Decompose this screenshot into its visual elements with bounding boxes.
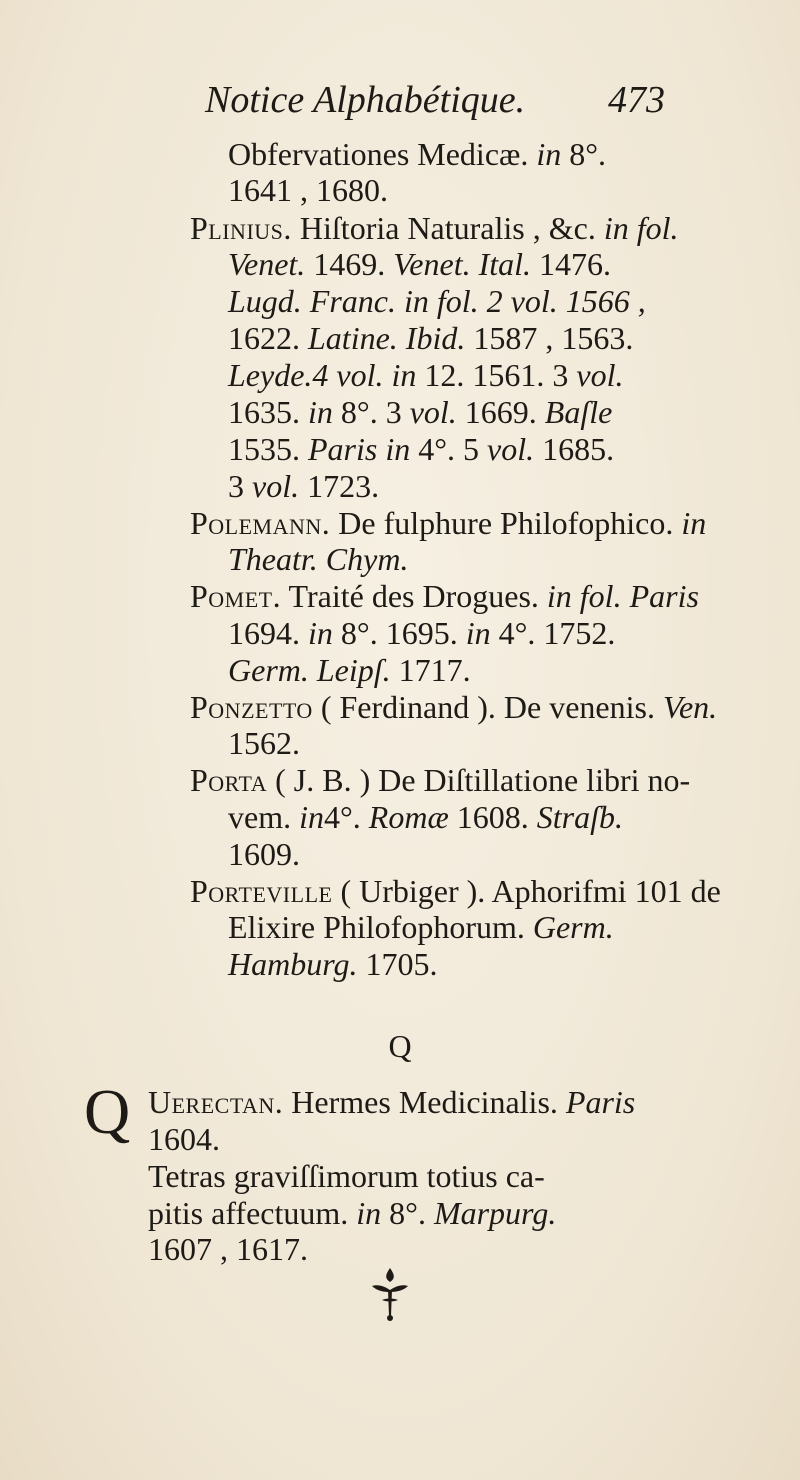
entry-porteville: Porteville ( Urbiger ). Aphorifmi 101 de <box>190 873 721 909</box>
entry-line: pitis affectuum. in 8°. Marpurg. <box>148 1195 557 1231</box>
entry-line: Tetras graviſſimorum totius ca- <box>148 1158 545 1194</box>
entry-line: Venet. 1469. Venet. Ital. 1476. <box>228 246 612 282</box>
entry-line: Obfervationes Medicæ. in 8°. <box>228 136 607 172</box>
entry-line: 1562. <box>228 725 300 761</box>
entry-line: Theatr. Chym. <box>228 541 409 577</box>
entry-line: 1609. <box>228 836 300 872</box>
entry-line: 1694. in 8°. 1695. in 4°. 1752. <box>228 615 616 651</box>
entry-line: 1635. in 8°. 3 vol. 1669. Baſle <box>228 394 613 430</box>
entry-line: 1622. Latine. Ibid. 1587 , 1563. <box>228 320 634 356</box>
entry-line: Hamburg. 1705. <box>228 946 438 982</box>
entry-name: Uerectan. <box>148 1084 284 1120</box>
entry-pomet: Pomet. Traité des Drogues. in fol. Paris <box>190 578 699 614</box>
page-header <box>205 78 665 138</box>
entry-line: 1607 , 1617. <box>148 1231 308 1267</box>
entry-name: Polemann. <box>190 505 331 541</box>
section-heading: Q <box>388 1028 412 1064</box>
entry-porta: Porta ( J. B. ) De Diſtillatione libri no- <box>190 762 691 798</box>
entry-line: 1641 , 1680. <box>228 172 388 208</box>
entry-line: Lugd. Franc. in fol. 2 vol. 1566 , <box>228 283 646 319</box>
entry-name: Ponzetto <box>190 689 313 725</box>
entry-plinius: Plinius. Hiſtoria Naturalis , &c. in fol. <box>190 210 679 246</box>
entry-line: vem. in4°. Romæ 1608. Straſb. <box>228 799 624 835</box>
running-title: Notice Alphabétique. <box>205 79 526 121</box>
drop-cap: Q <box>84 1076 131 1147</box>
entry-ponzetto: Ponzetto ( Ferdinand ). De venenis. Ven. <box>190 689 718 725</box>
entry-quercetan: Uerectan. Hermes Medicinalis. Paris <box>148 1084 636 1120</box>
entry-line: Elixire Philofophorum. Germ. <box>228 909 614 945</box>
fleuron-icon <box>368 1266 412 1322</box>
entry-name: Porta <box>190 762 268 798</box>
entry-line: 1604. <box>148 1121 220 1157</box>
entry-line: Germ. Leipſ. 1717. <box>228 652 471 688</box>
entry-polemann: Polemann. De fulphure Philofophico. in <box>190 505 707 541</box>
entry-name: Plinius. <box>190 210 292 246</box>
entry-name: Porteville <box>190 873 333 909</box>
entry-line: Leyde.4 vol. in 12. 1561. 3 vol. <box>228 357 624 393</box>
entry-line: 3 vol. 1723. <box>228 468 380 504</box>
page-number: 473 <box>608 79 665 121</box>
entry-name: Pomet. <box>190 578 282 614</box>
entry-line: 1535. Paris in 4°. 5 vol. 1685. <box>228 431 615 467</box>
